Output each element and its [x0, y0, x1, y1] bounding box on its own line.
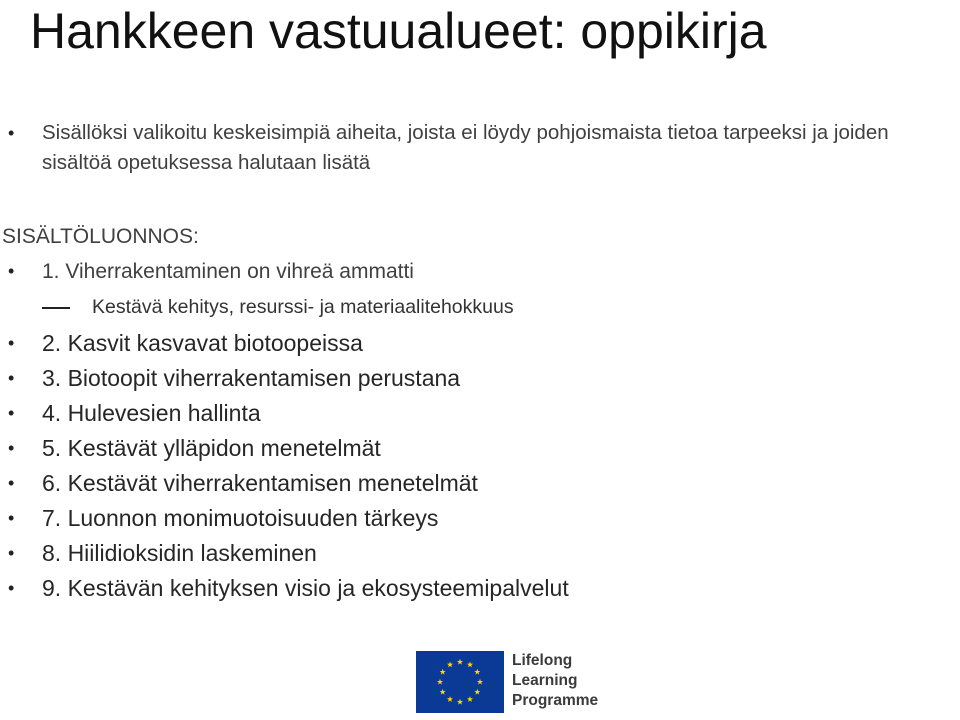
bullet-icon: •	[8, 333, 15, 353]
list-item	[0, 361, 960, 396]
star-icon	[474, 669, 480, 675]
list-item-label: 8. Hiilidioksidin laskeminen	[42, 540, 317, 566]
lead-text: Sisällöksi valikoitu keskeisimpiä aiheita, joista ei löydy pohjoismaista tietoa tarpeeksi ja joiden sisältöä opetuksessa halutaan lisätä	[42, 121, 889, 174]
star-icon	[457, 699, 463, 705]
star-icon	[467, 661, 473, 667]
star-icon	[474, 689, 480, 695]
list-item	[0, 466, 960, 501]
content-outline-list	[0, 254, 960, 606]
bullet-icon: •	[8, 578, 15, 598]
star-icon	[440, 689, 446, 695]
star-icon	[447, 661, 453, 667]
lead-paragraph	[8, 118, 958, 178]
list-item-label: 4. Hulevesien hallinta	[42, 400, 261, 426]
star-icon	[440, 669, 446, 675]
list-item	[0, 501, 960, 536]
sub-list-item-label: Kestävä kehitys, resurssi- ja materiaalitehokkuus	[92, 296, 514, 318]
lifelong-learning-logo	[416, 651, 599, 713]
list-item-label: 7. Luonnon monimuotoisuuden tärkeys	[42, 505, 439, 531]
sub-list-item	[0, 289, 960, 326]
star-icon	[437, 679, 443, 685]
list-item-label: 5. Kestävät ylläpidon menetelmät	[42, 435, 381, 461]
logo-text	[512, 651, 602, 711]
logo-line-3: Programme	[512, 692, 599, 709]
section-heading: SISÄLTÖLUONNOS:	[2, 225, 199, 248]
list-item	[0, 326, 960, 361]
list-item	[0, 536, 960, 571]
bullet-icon: •	[8, 438, 15, 458]
bullet-icon: •	[8, 403, 15, 423]
eu-flag-icon	[416, 651, 504, 713]
page-title: Hankkeen vastuualueet: oppikirja	[30, 3, 767, 59]
bullet-icon: •	[8, 473, 15, 493]
dash-icon	[42, 307, 70, 309]
bullet-icon: •	[8, 261, 15, 281]
list-item	[0, 254, 960, 289]
list-item-label: 3. Biotoopit viherrakentamisen perustana	[42, 365, 461, 391]
list-item-label: 1. Viherrakentaminen on vihreä ammatti	[42, 260, 414, 283]
logo-line-1: Lifelong	[512, 652, 573, 669]
list-item	[0, 431, 960, 466]
list-item-label: 2. Kasvit kasvavat biotoopeissa	[42, 330, 363, 356]
bullet-icon: •	[8, 368, 15, 388]
logo-line-2: Learning	[512, 672, 578, 689]
star-icon	[477, 679, 483, 685]
list-item	[0, 396, 960, 431]
star-icon	[457, 659, 463, 665]
star-icon	[447, 696, 453, 702]
bullet-icon: •	[8, 508, 15, 528]
list-item-label: 6. Kestävät viherrakentamisen menetelmät	[42, 470, 478, 496]
list-item	[0, 571, 960, 606]
list-item-label: 9. Kestävän kehityksen visio ja ekosysteemipalvelut	[42, 575, 569, 601]
bullet-icon: •	[8, 123, 15, 143]
eu-stars-icon	[416, 651, 504, 713]
star-icon	[467, 696, 473, 702]
bullet-icon: •	[8, 543, 15, 563]
